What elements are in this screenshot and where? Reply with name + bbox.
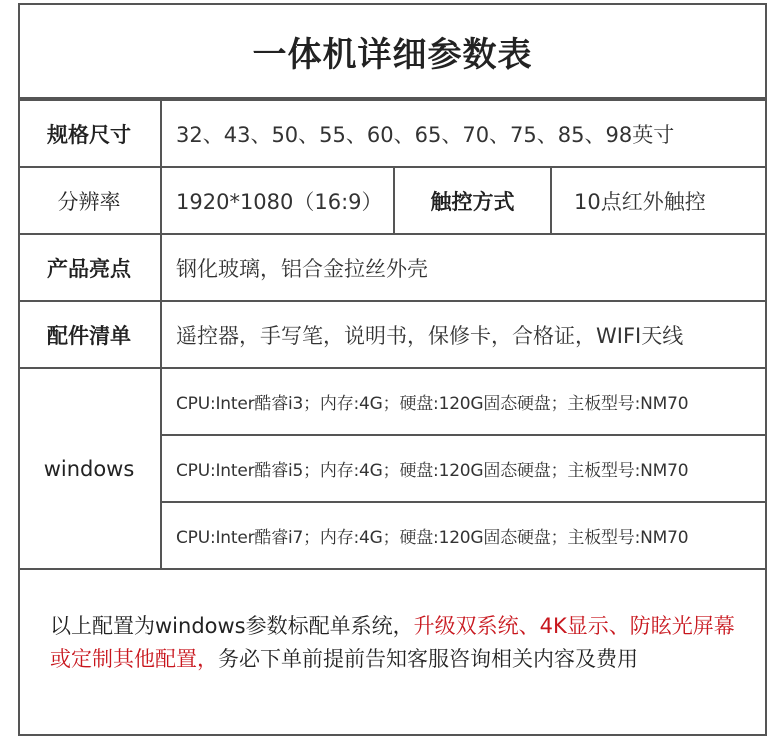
touch-value: 10点红外触控 [551, 167, 767, 234]
note-part-2-highlight: 升级双系统、4K显示、防眩光屏幕或定制其他配置， [50, 614, 735, 671]
size-label: 规格尺寸 [18, 100, 161, 167]
row-accessories [18, 301, 767, 368]
accessories-label: 配件清单 [18, 301, 161, 368]
resolution-label: 分辨率 [18, 167, 161, 234]
highlight-value: 钢化玻璃，铝合金拉丝外壳 [161, 234, 767, 301]
accessories-value: 遥控器，手写笔，说明书，保修卡，合格证，WIFI天线 [161, 301, 767, 368]
windows-config-i3: CPU:Inter酷睿i3；内存:4G；硬盘:120G固态硬盘；主板型号:NM70 [161, 368, 767, 435]
spec-sheet [18, 3, 767, 736]
config-note [20, 570, 765, 676]
note-part-1: 以上配置为windows参数标配单系统， [50, 614, 414, 638]
touch-label: 触控方式 [394, 167, 551, 234]
sheet-title: 一体机详细参数表 [20, 5, 765, 99]
windows-config-i7: CPU:Inter酷睿i7；内存:4G；硬盘:120G固态硬盘；主板型号:NM70 [161, 502, 767, 569]
note-part-3: 务必下单前提前告知客服咨询相关内容及费用 [218, 647, 638, 671]
row-size [18, 100, 767, 167]
size-value: 32、43、50、55、60、65、70、75、85、98英寸 [161, 100, 767, 167]
windows-config-i5: CPU:Inter酷睿i5；内存:4G；硬盘:120G固态硬盘；主板型号:NM70 [161, 435, 767, 502]
windows-label: windows [18, 368, 161, 569]
spec-table [18, 99, 767, 570]
row-windows-config-1 [18, 368, 767, 435]
resolution-value: 1920*1080（16:9） [161, 167, 394, 234]
row-highlight [18, 234, 767, 301]
row-resolution [18, 167, 767, 234]
highlight-label: 产品亮点 [18, 234, 161, 301]
